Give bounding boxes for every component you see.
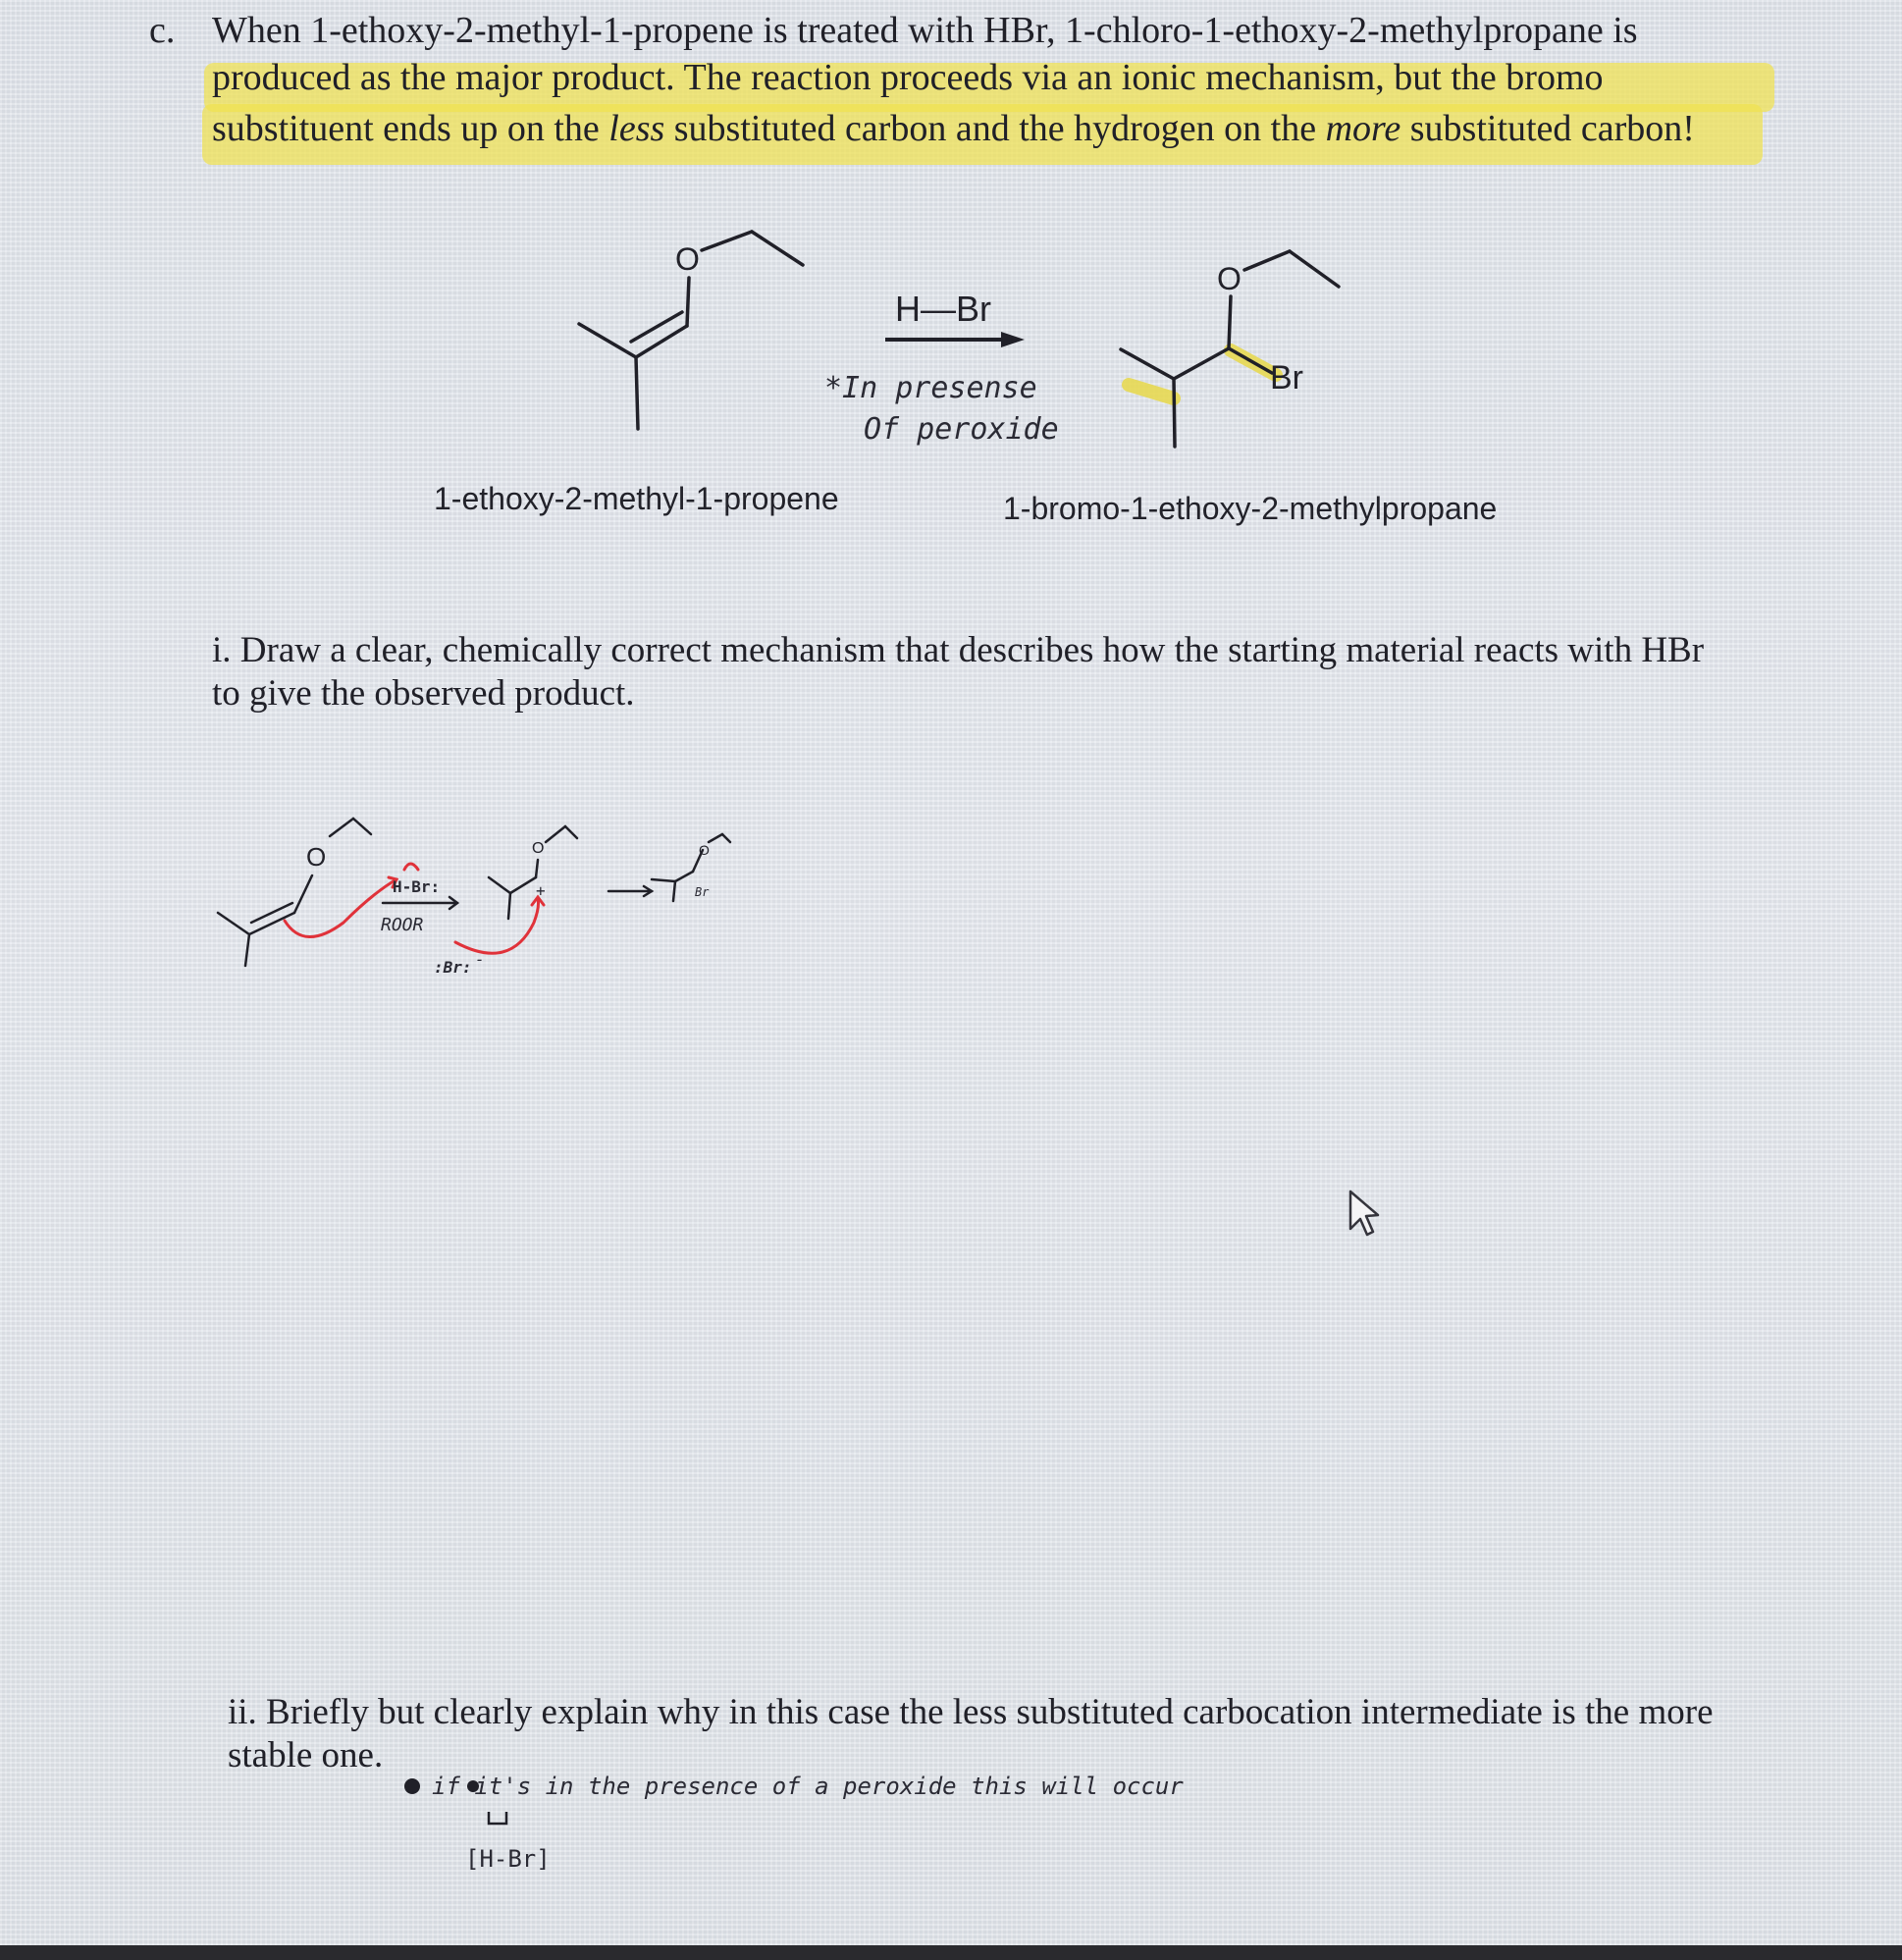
reactant-name: 1-ethoxy-2-methyl-1-propene [434,481,839,516]
problem-label: c. [149,10,176,51]
sketch-plus-charge: + [536,881,546,900]
sketch-hbr: H-Br: [393,877,441,896]
problem-line-3-part-a: substituent ends up on the [212,108,609,149]
part-ii-line-1: ii. Briefly but clearly explain why in this case the less substituted carbocation intermediate is the more [228,1692,1714,1732]
screen-bezel [0,1945,1902,1960]
part-i-line-2: to give the observed product. [212,673,635,714]
emphasis-more: more [1325,108,1401,149]
sketch-br-anion: :Br: [434,958,472,977]
part-ii-answer-line-2: [H-Br] [465,1845,551,1873]
handwritten-note-1: *In presense [824,371,1037,405]
sketch-minus-charge: - [475,950,485,969]
part-i-line-1: i. Draw a clear, chemically correct mechanism that describes how the starting material reacts with HBr [212,630,1705,670]
product-name: 1-bromo-1-ethoxy-2-methylpropane [1003,491,1498,526]
reactant-oxygen: O [675,241,700,277]
sketch-product-br: Br [695,885,710,899]
product-oxygen: O [1217,261,1242,296]
handwritten-note-2: Of peroxide [864,412,1059,447]
sketch-product-oxygen: O [699,842,710,858]
sketch-roor: ROOR [381,915,424,935]
problem-line-3-part-b: substituted carbon and the hydrogen on the [664,108,1326,149]
reagent-hbr: H—Br [895,289,991,329]
problem-line-1: When 1-ethoxy-2-methyl-1-propene is treated with HBr, 1-chloro-1-ethoxy-2-methylpropane is [212,10,1638,51]
part-ii-answer-line-1: if it's in the presence of a peroxide this will occur [432,1773,1184,1800]
emphasis-less: less [608,108,665,149]
problem-line-3-part-c: substituted carbon! [1400,108,1695,149]
part-ii-line-2: stable one. [228,1735,384,1775]
sketch-intermediate-oxygen: O [532,840,545,857]
sketch-oxygen: O [306,842,327,872]
problem-line-2: produced as the major product. The reaction proceeds via an ionic mechanism, but the bromo [212,57,1604,98]
product-bromine: Br [1270,359,1303,397]
